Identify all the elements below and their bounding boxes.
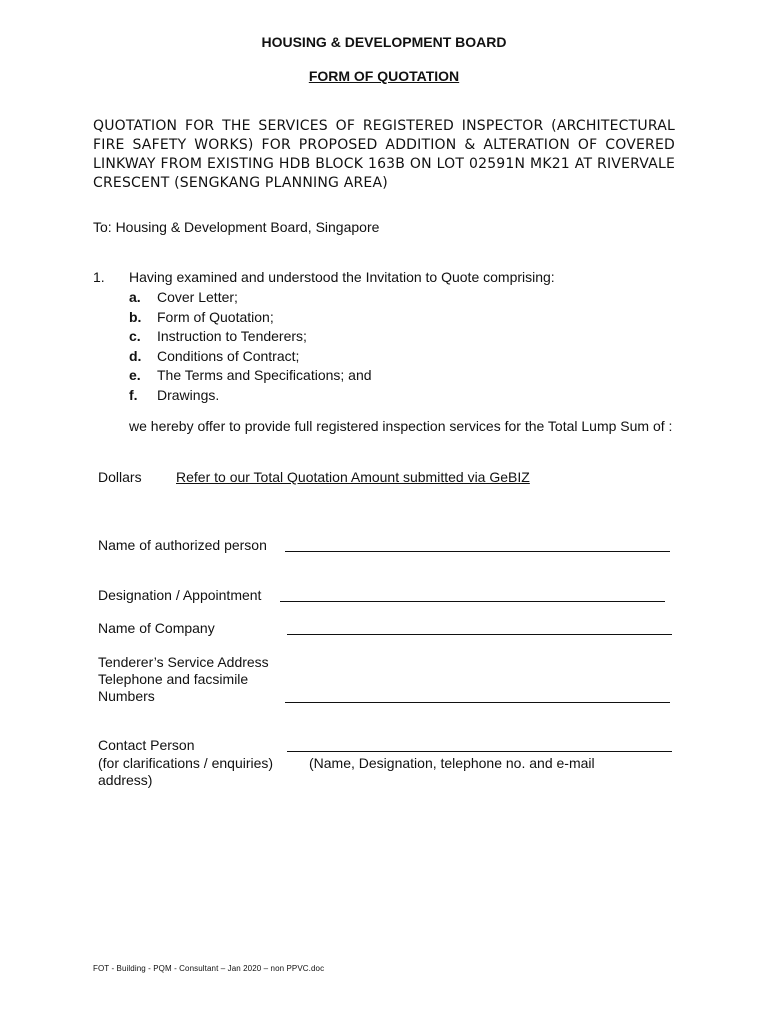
list-item-letter: e. <box>129 367 141 383</box>
contact-hint-continuation: address) <box>98 772 153 788</box>
contact-person-field[interactable] <box>287 751 672 752</box>
company-field[interactable] <box>287 634 672 635</box>
company-label: Name of Company <box>98 620 215 636</box>
document-list <box>129 289 372 406</box>
list-item-letter: c. <box>129 328 141 344</box>
list-item-letter: d. <box>129 347 142 364</box>
contact-person-label: Contact Person <box>98 737 195 753</box>
list-item-text: Drawings. <box>157 386 220 403</box>
list-item <box>129 367 372 387</box>
list-item <box>129 309 372 329</box>
paragraph-number: 1. <box>93 269 105 285</box>
contact-hint: (Name, Designation, telephone no. and e-mail <box>309 755 595 771</box>
list-item-letter: f. <box>129 386 138 403</box>
list-item-text: Form of Quotation; <box>157 308 274 325</box>
dollars-label: Dollars <box>98 469 142 485</box>
organization-name: HOUSING & DEVELOPMENT BOARD <box>261 34 507 50</box>
paragraph-intro: Having examined and understood the Invitation to Quote comprising: <box>129 269 555 285</box>
list-item-letter: b. <box>129 308 142 325</box>
address-label-line: Numbers <box>98 688 155 704</box>
quotation-heading: QUOTATION FOR THE SERVICES OF REGISTERED INSPECTOR (ARCHITECTURAL FIRE SAFETY WORKS) FOR PROPOSED ADDITION & ALTERATION OF COVERED LINKWAY FROM EXISTING HDB BLOCK 163B ON LOT 02591N MK21 AT RIVERVALE CRESCENT (SENGKANG PLANNING AREA) <box>93 118 675 191</box>
form-title: FORM OF QUOTATION <box>308 68 460 84</box>
address-label-line: Telephone and facsimile <box>98 671 249 687</box>
address-label-line: Tenderer’s Service Address <box>98 654 269 670</box>
list-item <box>129 348 372 368</box>
designation-field[interactable] <box>280 601 665 602</box>
document-footer: FOT - Building - PQM - Consultant – Jan 2020 – non PPVC.doc <box>93 964 325 973</box>
list-item-text: The Terms and Specifications; and <box>157 367 372 383</box>
list-item <box>129 387 372 407</box>
list-item <box>129 289 372 309</box>
offer-statement: we hereby offer to provide full registered inspection services for the Total Lump Sum of : <box>129 418 673 434</box>
list-item-text: Conditions of Contract; <box>157 347 300 364</box>
authorized-person-field[interactable] <box>285 551 670 552</box>
list-item-letter: a. <box>129 289 141 305</box>
authorized-person-label: Name of authorized person <box>98 537 267 553</box>
list-item-text: Instruction to Tenderers; <box>157 328 307 344</box>
designation-label: Designation / Appointment <box>98 587 262 603</box>
contact-note: (for clarifications / enquiries) <box>98 755 274 771</box>
address-label <box>98 654 269 705</box>
list-item-text: Cover Letter; <box>157 289 238 305</box>
addressee-line: To: Housing & Development Board, Singapore <box>93 219 380 235</box>
dollars-amount-reference: Refer to our Total Quotation Amount submitted via GeBIZ <box>176 469 530 485</box>
address-field[interactable] <box>285 702 670 703</box>
list-item <box>129 328 372 348</box>
